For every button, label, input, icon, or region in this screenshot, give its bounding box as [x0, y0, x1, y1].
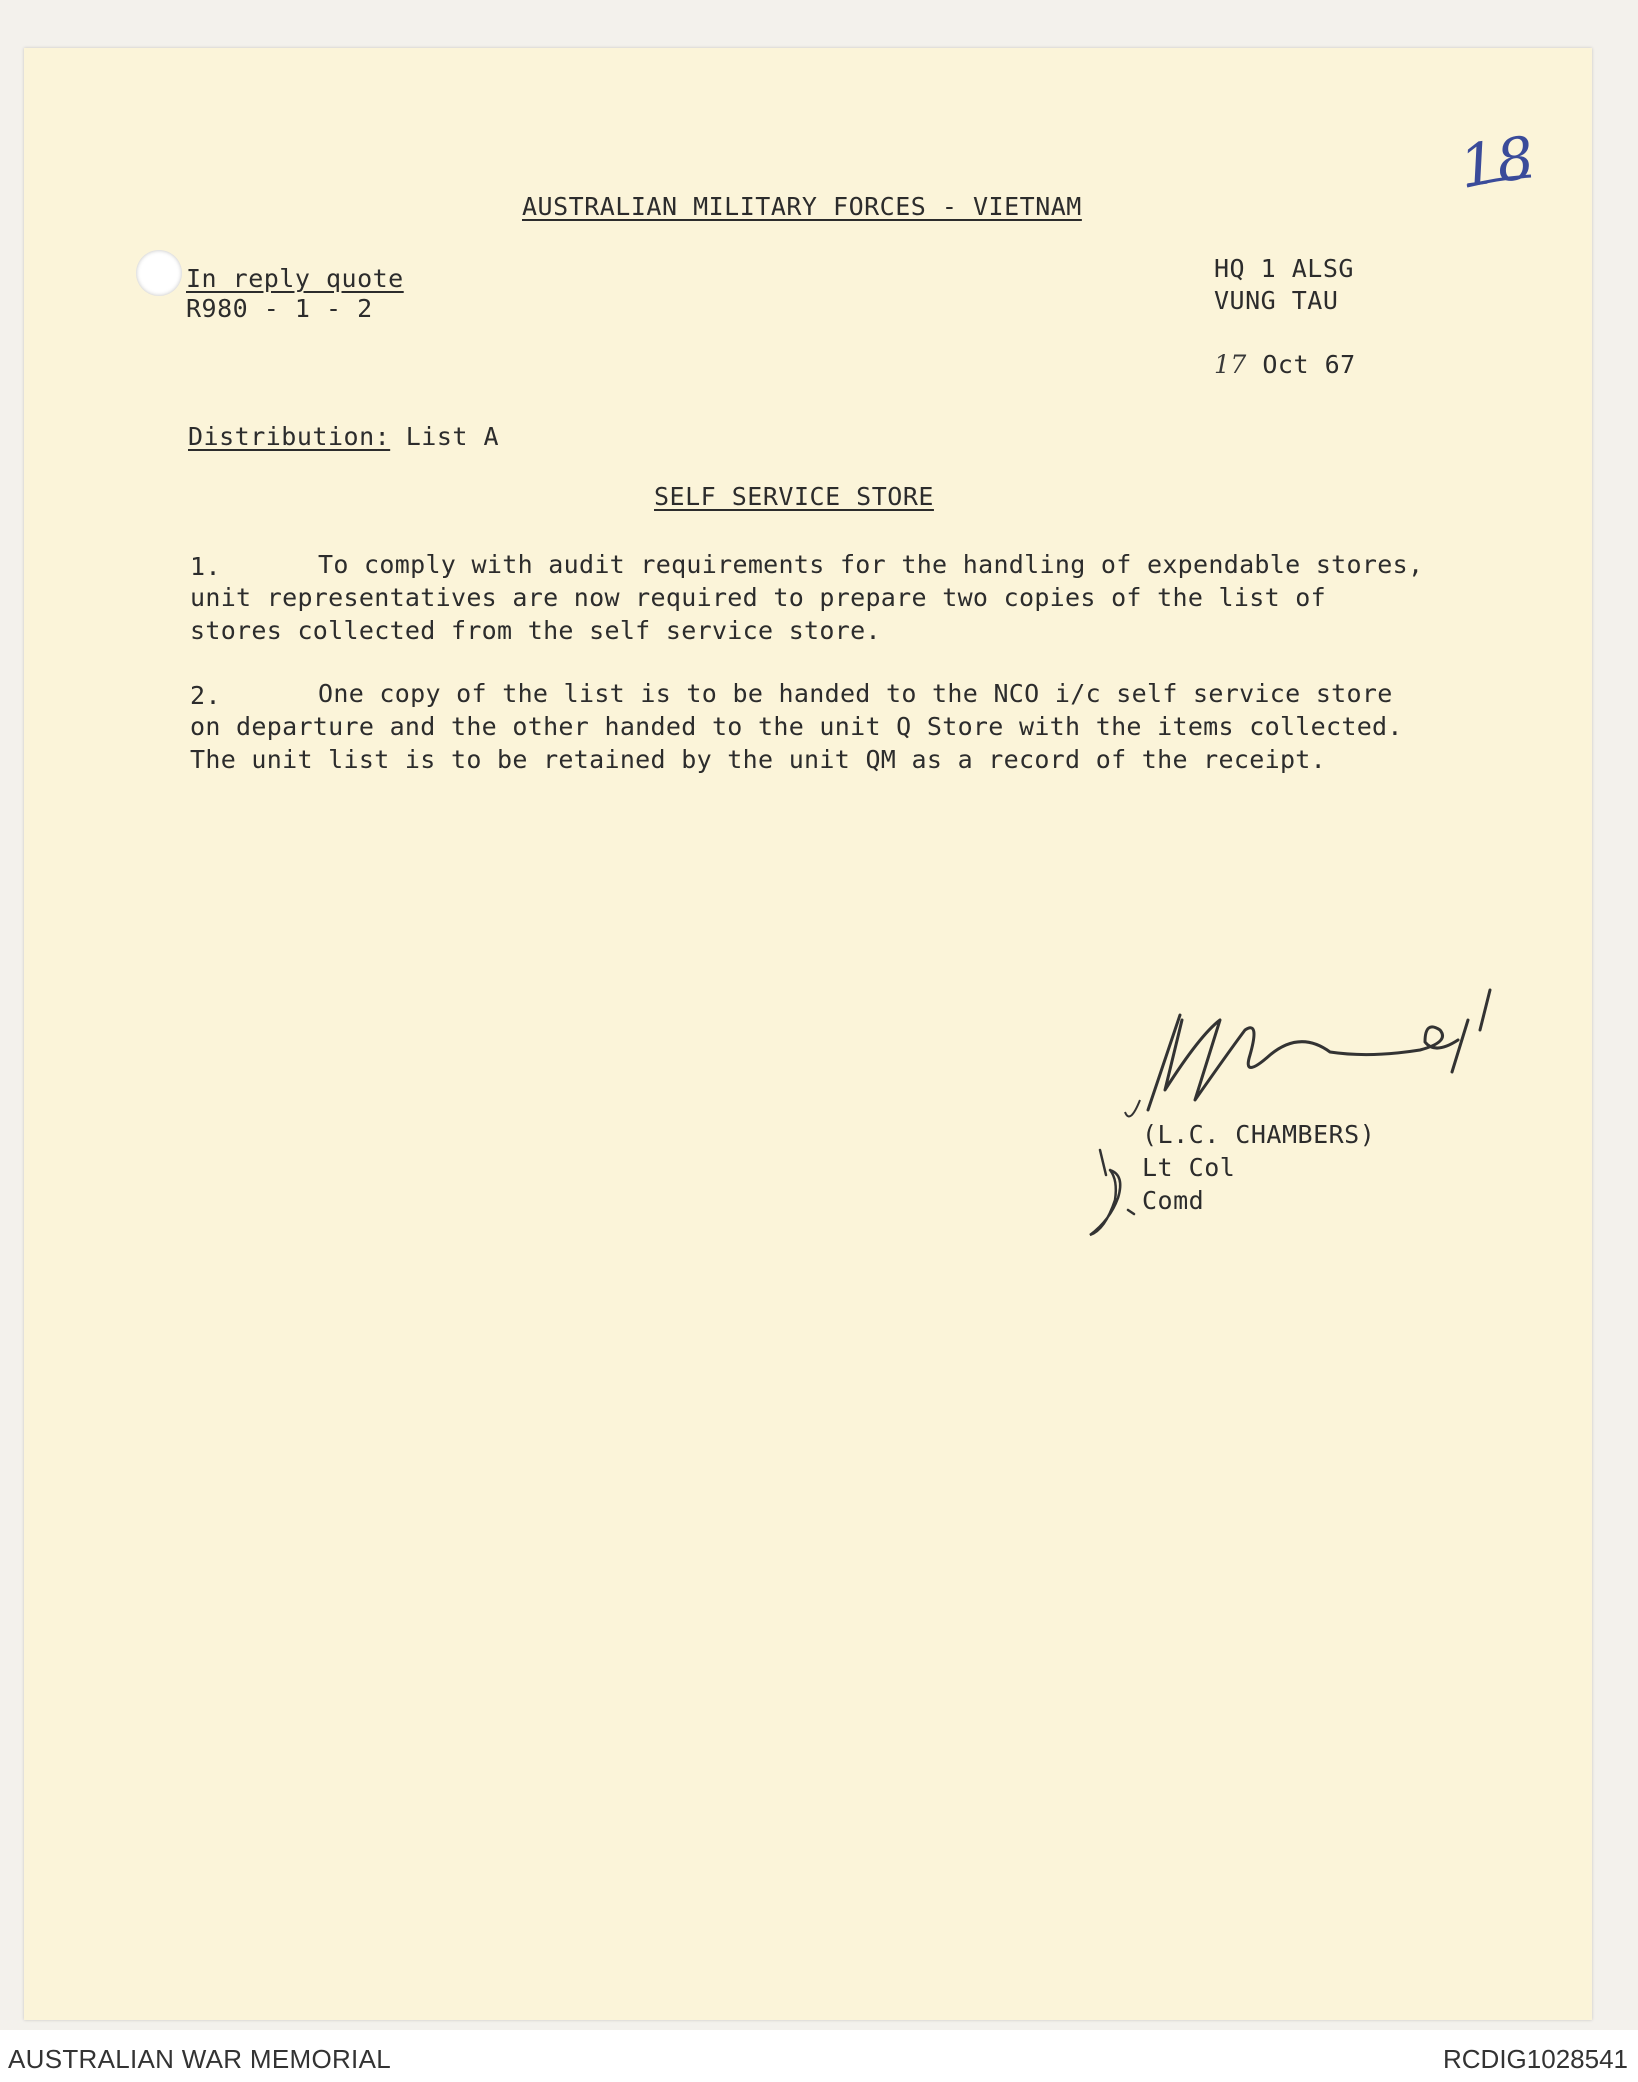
signatory-rank: Lt Col [1142, 1153, 1236, 1182]
document-date [1214, 350, 1356, 379]
paragraph-2-line-1: One copy of the list is to be handed to the NCO i/c self service store [318, 679, 1393, 708]
distribution-line [188, 422, 499, 451]
paragraph-1-number: 1. [190, 552, 222, 581]
archive-name: AUSTRALIAN WAR MEMORIAL [8, 2044, 391, 2074]
signatory-role: Comd [1142, 1186, 1205, 1215]
paragraph-1-line-3: stores collected from the self service store. [190, 616, 881, 645]
folio-number: 18 [1455, 123, 1539, 201]
paragraph-1-line-2: unit representatives are now required to prepare two copies of the list of [190, 583, 1326, 612]
distribution-label: Distribution: [188, 422, 391, 451]
subject-heading: SELF SERVICE STORE [654, 482, 934, 511]
paragraph-2-line-2: on departure and the other handed to the unit Q Store with the items collected. [190, 712, 1403, 741]
date-day: 17 [1214, 350, 1247, 379]
paragraph-1-line-1: To comply with audit requirements for the handling of expendable stores, [318, 550, 1424, 579]
signatory-name: (L.C. CHAMBERS) [1142, 1120, 1376, 1149]
date-month-year: Oct 67 [1262, 350, 1356, 379]
folio-underline [1465, 172, 1535, 192]
document-title: AUSTRALIAN MILITARY FORCES - VIETNAM [522, 192, 1082, 221]
address-line-2: VUNG TAU [1214, 286, 1339, 315]
punch-hole [136, 250, 182, 296]
archive-id: RCDIG1028541 [1443, 2044, 1628, 2074]
paragraph-2-line-3: The unit list is to be retained by the unit QM as a record of the receipt. [190, 745, 1326, 774]
reference-label: In reply quote [186, 264, 404, 293]
distribution-value: List A [405, 422, 500, 451]
paragraph-2-number: 2. [190, 681, 222, 710]
address-line-1: HQ 1 ALSG [1214, 254, 1354, 283]
reference-number: R980 - 1 - 2 [186, 294, 373, 323]
